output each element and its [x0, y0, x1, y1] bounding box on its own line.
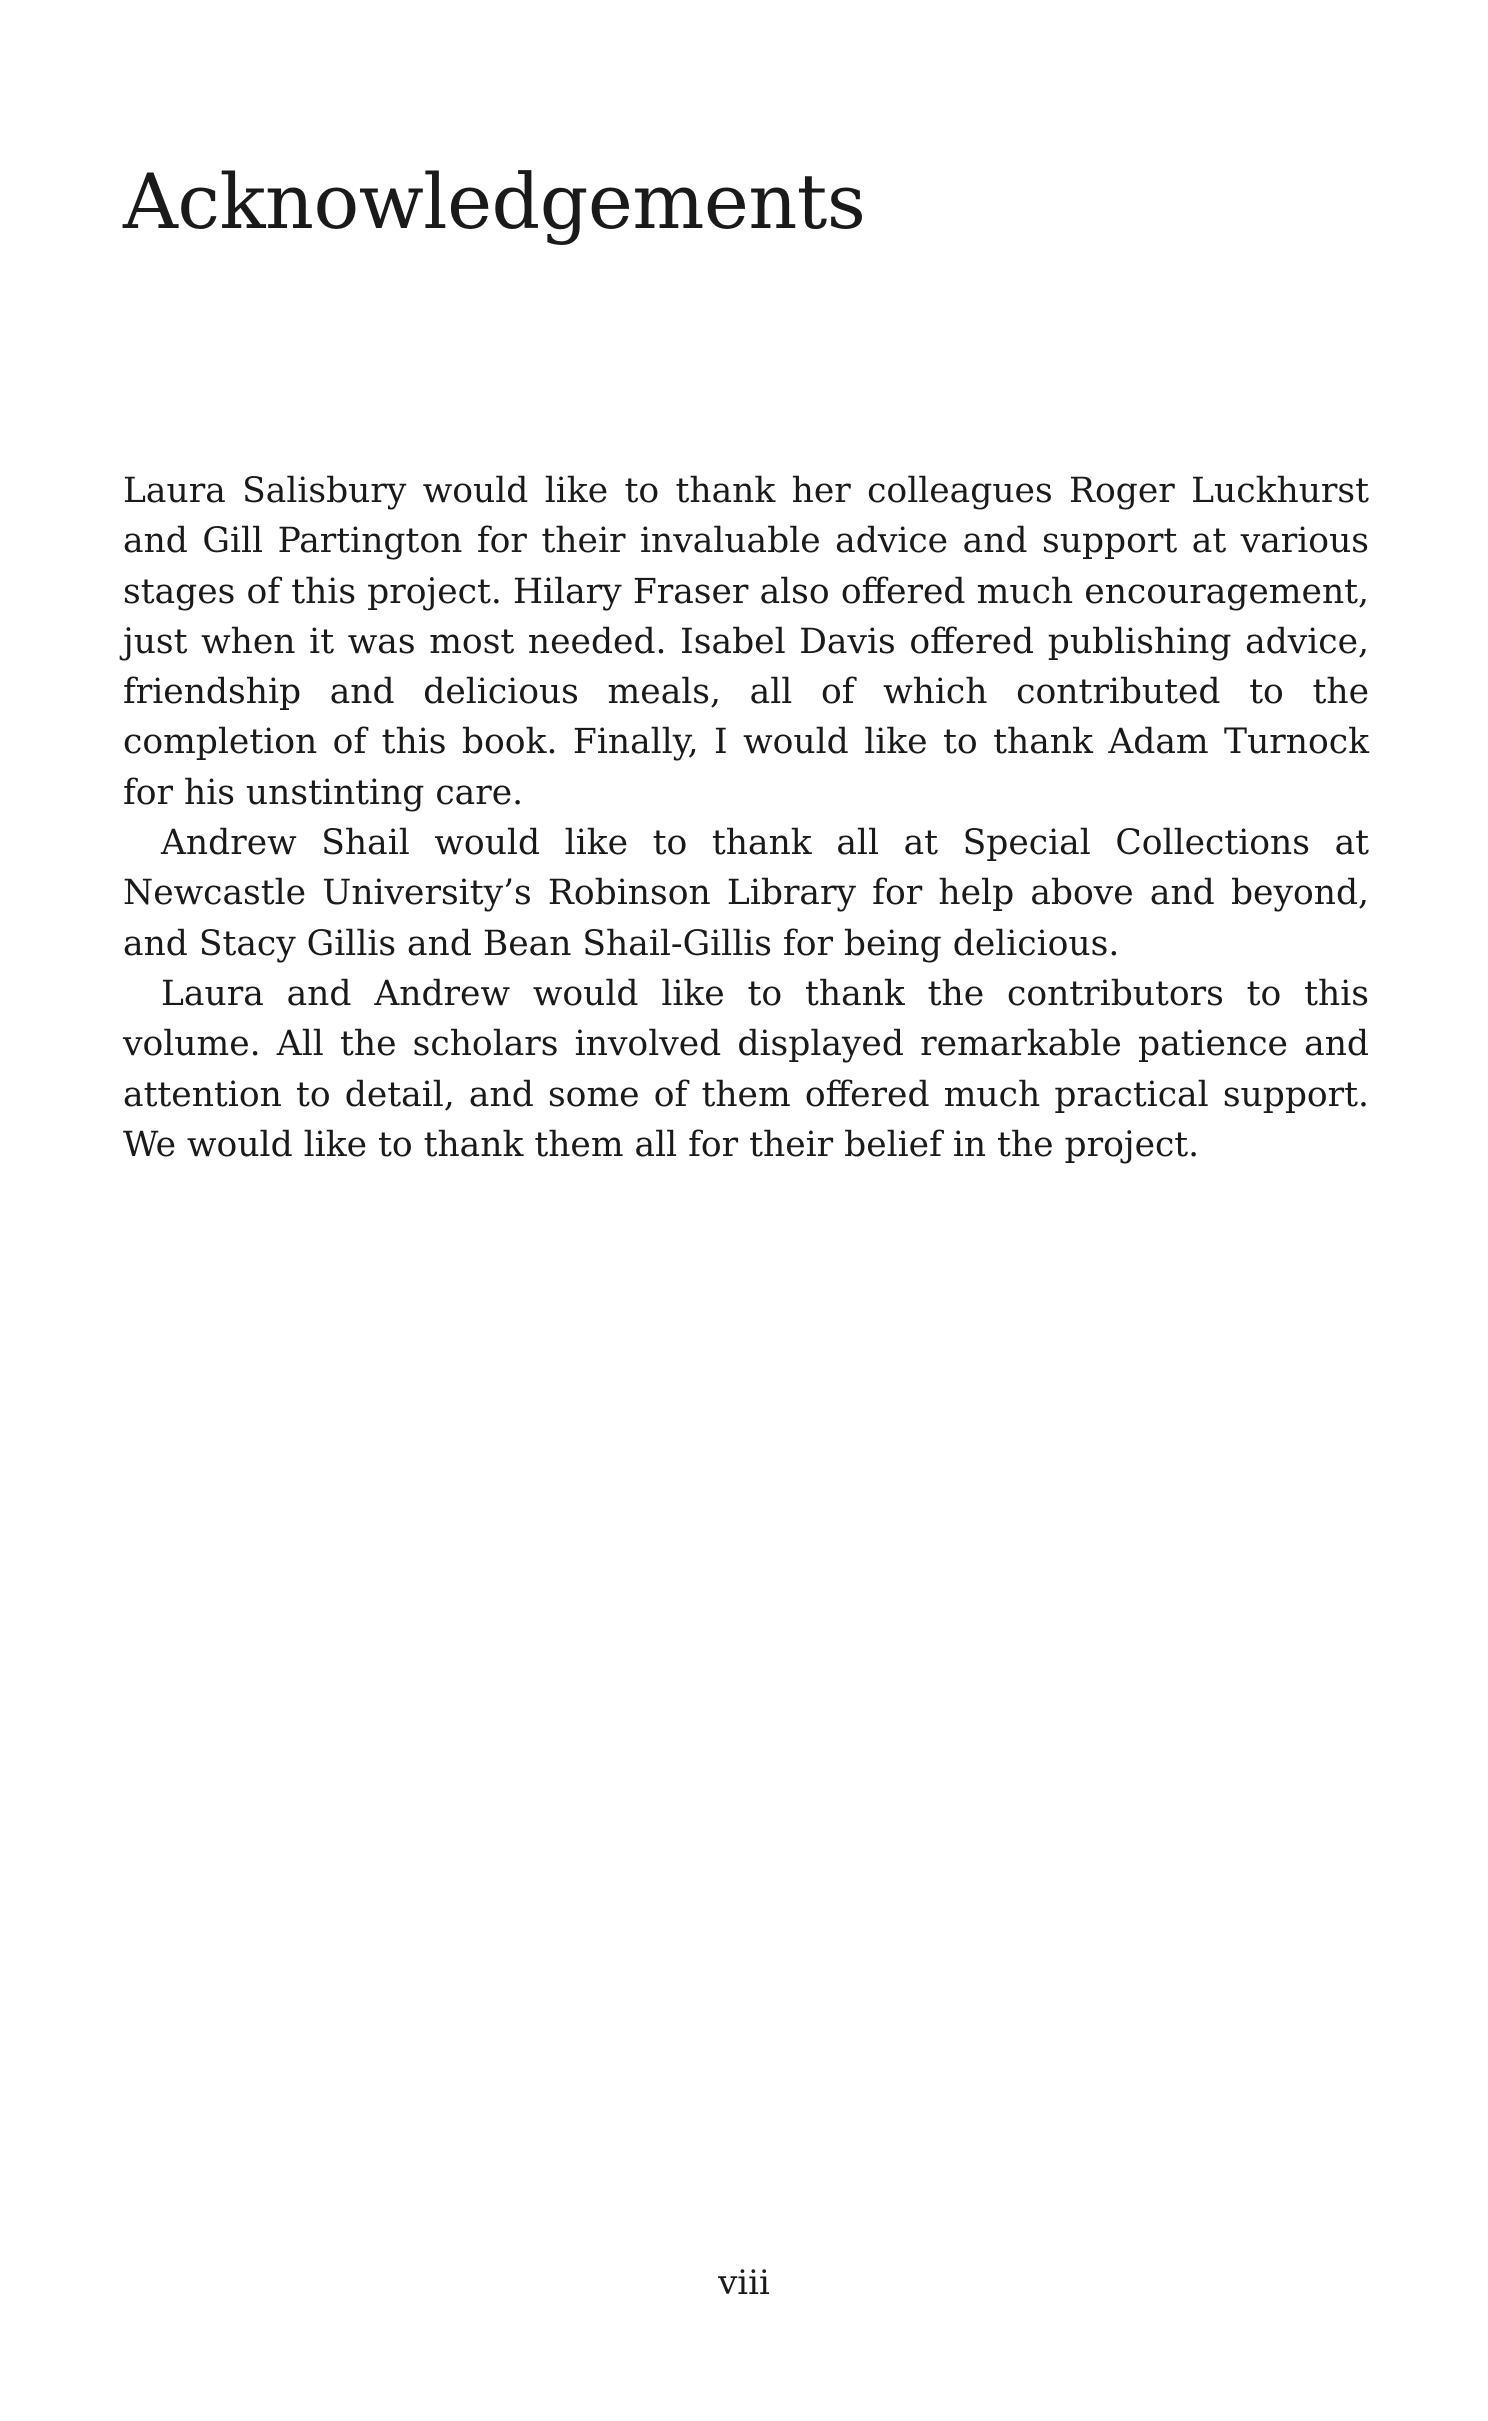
paragraph-laura: Laura Salisbury would like to thank her colleagues Roger Luckhurst and Gill Partington for their invaluable advice and support at various stages of this project. Hilary Fraser also offered much encouragement, just when it was most needed. Isabel Davis offered publishing advice, friendship and delicious meals, all of which contributed to the completion of this book. Finally, I would like to thank Adam Turnock for his unstinting care. — [123, 471, 1369, 813]
paragraph-andrew: Andrew Shail would like to thank all at Special Collections at Newcastle University’s Robinson Library for help above and beyond, and Stacy Gillis and Bean Shail-Gillis for being delicious. — [123, 823, 1369, 964]
body-text — [123, 466, 1369, 1170]
page-number: viii — [718, 2263, 770, 2303]
chapter-title: Acknowledgements — [123, 157, 866, 246]
paragraph-joint: Laura and Andrew would like to thank the contributors to this volume. All the scholars involved displayed remarkable patience and attention to detail, and some of them offered much practical support. We would like to thank them all for their belief in the project. — [123, 973, 1369, 1165]
